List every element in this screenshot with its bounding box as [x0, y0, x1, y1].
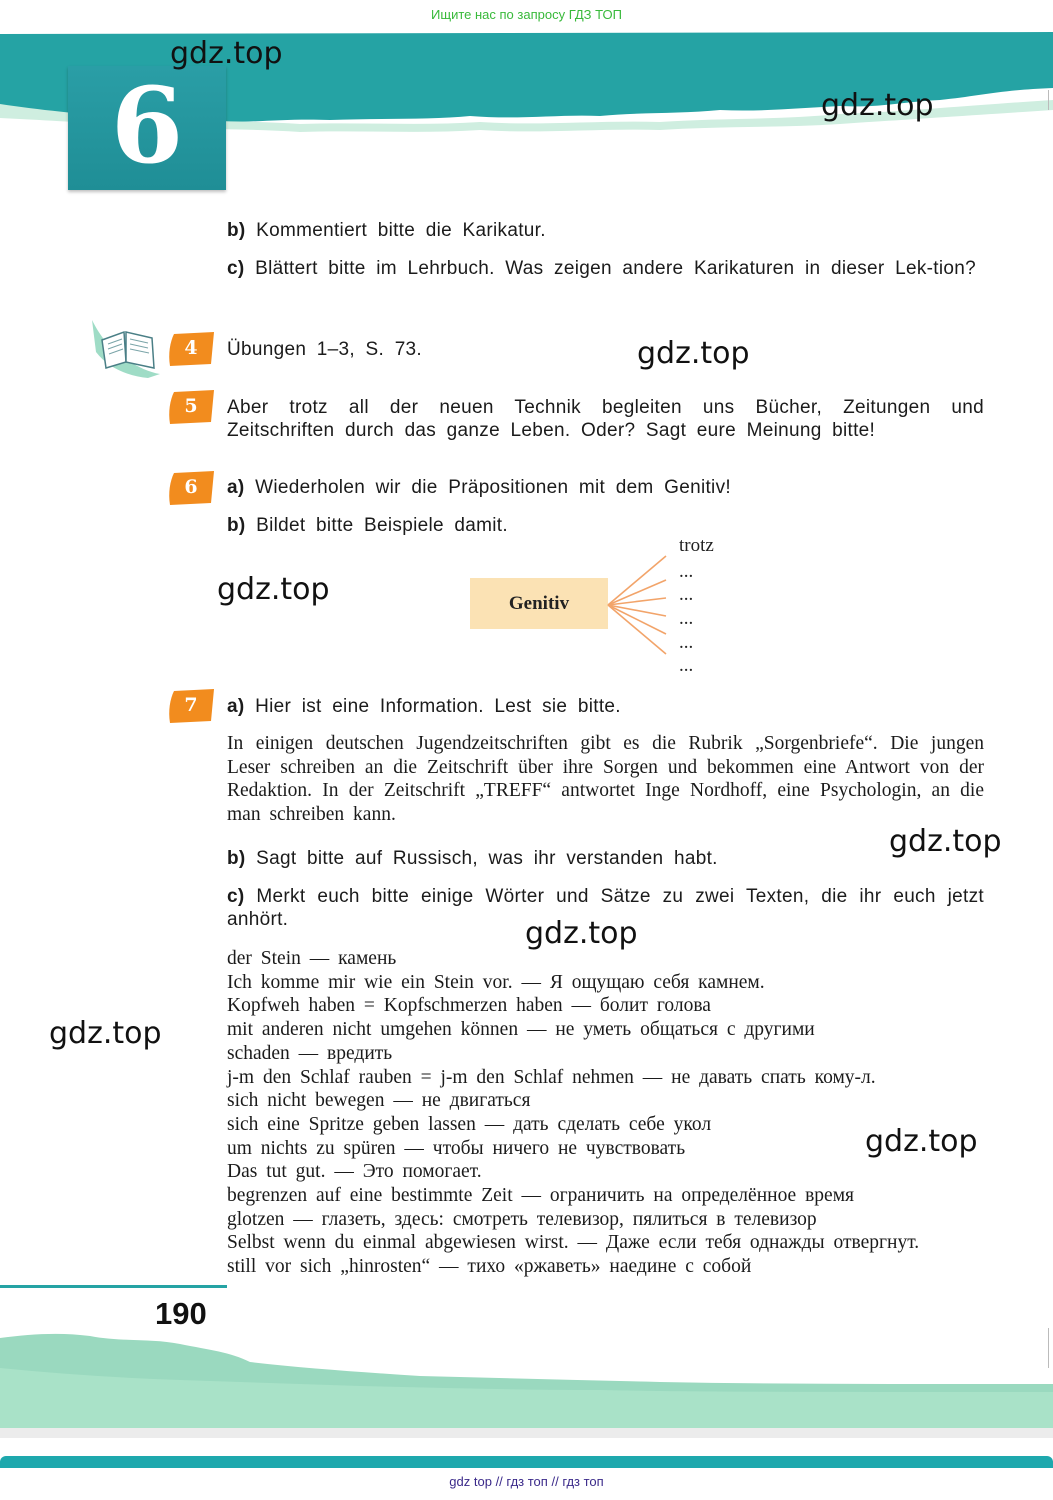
watermark: gdz.top [170, 36, 283, 71]
vocab-item: Kopfweh haben = Kopfschmerzen haben — болит голова [227, 995, 711, 1017]
task7-c-text: Merkt euch bitte einige Wörter und Sätze zu zwei Texten, die ihr euch jetzt anhört. [227, 886, 984, 930]
task3-c-text: Blättert bitte im Lehrbuch. Was zeigen andere Karikaturen in dieser Lek-tion? [255, 258, 976, 279]
task7-badge [168, 689, 216, 723]
task6-badge [168, 471, 216, 505]
footer-link[interactable]: гдз топ [562, 1474, 604, 1489]
watermark: gdz.top [637, 336, 750, 371]
chapter-number: 6 [110, 64, 184, 187]
preposition-item: ... [679, 584, 694, 605]
task5-number: 5 [184, 395, 198, 417]
vocab-item: j-m den Schlaf rauben = j-m den Schlaf nehmen — не давать спать кому-л. [227, 1066, 876, 1088]
task7-b-label: b) [227, 848, 246, 869]
watermark: gdz.top [217, 572, 330, 607]
vocab-list [227, 947, 987, 1279]
edge-line [1048, 90, 1049, 110]
vocab-item: begrenzen auf eine bestimmte Zeit — ограничить на определённое время [227, 1185, 855, 1207]
footer-separator: // [495, 1474, 503, 1489]
task4-badge [168, 332, 216, 366]
task3-b-label: b) [227, 220, 246, 241]
task3-c-label: c) [227, 258, 245, 279]
preposition-item: ... [679, 561, 694, 582]
diagram-lines [600, 550, 680, 660]
task3-b [227, 219, 987, 242]
vocab-item: um nichts zu spüren — чтобы ничего не чувствовать [227, 1137, 686, 1159]
open-book-icon [88, 318, 164, 378]
footer-links [0, 1474, 1053, 1489]
task6-number: 6 [184, 476, 198, 498]
preposition-item: ... [679, 655, 694, 676]
vocab-item: sich nicht bewegen — не двигаться [227, 1090, 531, 1112]
footer-separator: // [551, 1474, 559, 1489]
vocab-item: sich eine Spritze geben lassen — дать сделать себе укол [227, 1113, 712, 1135]
genitiv-box: Genitiv [470, 578, 608, 629]
task5-badge [168, 390, 216, 424]
watermark: gdz.top [49, 1016, 162, 1051]
task7-c [227, 885, 984, 931]
preposition-item: ... [679, 632, 694, 653]
task7-b-text: Sagt bitte auf Russisch, was ihr verstanden habt. [256, 848, 718, 869]
vocab-item: schaden — вредить [227, 1042, 393, 1064]
footer-wave [0, 1328, 1053, 1428]
task3-c [227, 257, 984, 280]
page-rule [0, 1285, 227, 1288]
task6-b [227, 514, 508, 537]
top-banner[interactable]: Ищите нас по запросу ГДЗ ТОП [431, 7, 622, 22]
vocab-item: Das tut gut. — Это помогает. [227, 1161, 482, 1183]
task4-number: 4 [184, 337, 198, 359]
vocab-item: der Stein — камень [227, 948, 397, 969]
task7-info-text: In einigen deutschen Jugendzeitschriften gibt es die Rubrik „Sorgenbriefe“. Die jungen Leser schreiben an die Zeitschrift über ihre Sorgen und bekommen eine Antwort von der Redaktion. In der Zeitschrift „TREFF“ antwortet Inge Nordhoff, eine Psychologin, an die man schreiben kann. [227, 733, 984, 826]
vocab-item: still vor sich „hinrosten“ — тихо «ржаветь» наедине с собой [227, 1256, 752, 1278]
task6-b-label: b) [227, 515, 246, 536]
preposition-item: ... [679, 608, 694, 629]
task6-a [227, 476, 731, 499]
chapter-box [68, 66, 226, 190]
task3-b-text: Kommentiert bitte die Karikatur. [256, 220, 546, 241]
footer-link[interactable]: gdz top [449, 1474, 492, 1489]
vocab-item: glotzen — глазеть, здесь: смотреть телевизор, пялиться в телевизор [227, 1208, 817, 1230]
preposition-item: trotz [679, 535, 714, 556]
task4-text: Übungen 1–3, S. 73. [227, 339, 423, 360]
task5-text: Aber trotz all der neuen Technik begleiten uns Bücher, Zeitungen und Zeitschriften durch das ganze Leben. Oder? Sagt eure Meinung bitte! [227, 397, 984, 441]
footer-bar [0, 1456, 1053, 1468]
footer-gap [0, 1428, 1053, 1438]
task6-a-label: a) [227, 477, 245, 498]
task7-b [227, 847, 718, 870]
task7-c-label: c) [227, 886, 245, 907]
vocab-item: Ich komme mir wie ein Stein vor. — Я ощущаю себя камнем. [227, 971, 765, 993]
watermark: gdz.top [889, 824, 1002, 859]
vocab-item: mit anderen nicht umgehen können — не уметь общаться с другими [227, 1019, 815, 1041]
vocab-item: Selbst wenn du einmal abgewiesen wirst. — Даже если тебя однажды отвергнут. [227, 1232, 920, 1254]
task6-b-text: Bildet bitte Beispiele damit. [256, 515, 508, 536]
watermark: gdz.top [865, 1124, 978, 1159]
task7-a [227, 695, 621, 718]
task7-a-text: Hier ist eine Information. Lest sie bitte. [255, 696, 621, 717]
task6-a-text: Wiederholen wir die Präpositionen mit dem Genitiv! [255, 477, 731, 498]
task7-a-label: a) [227, 696, 245, 717]
footer-link[interactable]: гдз топ [506, 1474, 548, 1489]
watermark: gdz.top [525, 916, 638, 951]
page-number: 190 [155, 1296, 207, 1331]
task7-number: 7 [184, 694, 198, 716]
watermark: gdz.top [821, 88, 934, 123]
